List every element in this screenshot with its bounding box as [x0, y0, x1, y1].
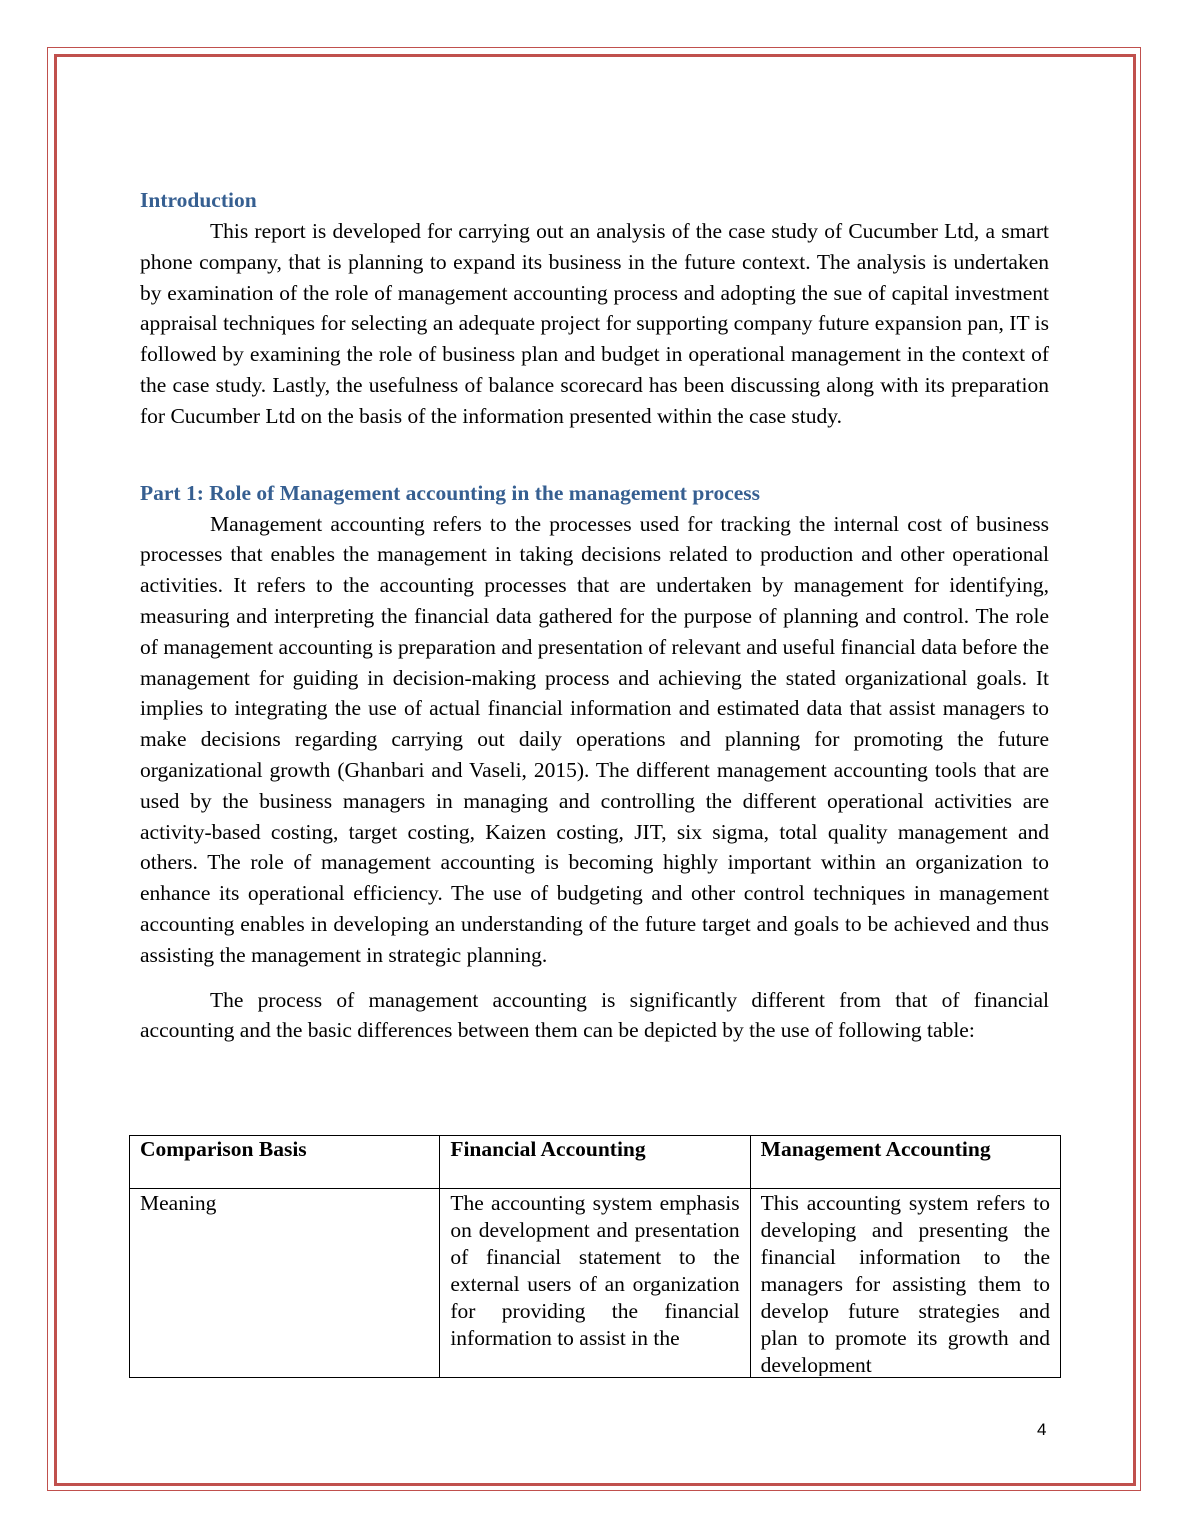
table-cell: This accounting system refers to developing and presenting the financial information to the managers for assisting them to develop future strategies and plan to promote its growth and development — [760, 1191, 1050, 1376]
part1-heading: Part 1: Role of Management accounting in the management process — [140, 480, 761, 505]
intro-paragraph: This report is developed for carrying out an analysis of the case study of Cucumber Ltd, a smart phone company, that is planning to expand its business in the future context. The analysis is undertaken by examination of the role of management accounting process and adopting the sue of capital investment appraisal techniques for selecting an adequate project for supporting company future expansion pan, IT is followed by examining the role of business plan and budget in operational management in the context of the case study. Lastly, the usefulness of balance scorecard has been discussing along with its preparation for Cucumber Ltd on the basis of the information presented within the case study. — [140, 219, 1049, 428]
part1-paragraph-2: The process of management accounting is significantly different from that of financial accounting and the basic differences between them can be depicted by the use of following table: — [140, 987, 1049, 1043]
part1-paragraph-1: Management accounting refers to the processes used for tracking the internal cost of business processes that enables the management in taking decisions related to production and other operational activities. It refers to the accounting processes that are undertaken by management for identifying, measuring and interpreting the financial data gathered for the purpose of planning and control. The role of management accounting is preparation and presentation of relevant and useful financial data before the management for guiding in decision-making process and achieving the stated organizational goals. It implies to integrating the use of actual financial information and estimated data that assist managers to make decisions regarding carrying out daily operations and planning for promoting the future organizational growth (Ghanbari and Vaseli, 2015). The different management accounting tools that are used by the business managers in managing and controlling the different operational activities are activity-based costing, target costing, Kaizen costing, JIT, six sigma, total quality management and others. The role of management accounting is becoming highly important within an organization to enhance its operational efficiency. The use of budgeting and other control techniques in management accounting enables in developing an understanding of the future target and goals to be achieved and thus assisting the management in strategic planning. — [140, 511, 1049, 967]
page-number: 4 — [1037, 1420, 1047, 1439]
table-row — [130, 1189, 1061, 1378]
table-cell: Meaning — [140, 1191, 217, 1215]
comparison-table — [129, 1135, 1061, 1378]
header-cell: Financial Accounting — [440, 1136, 750, 1189]
table-header-row — [130, 1136, 1061, 1189]
document-body — [140, 185, 1049, 1046]
table-cell: The accounting system emphasis on development and presentation of financial statement to the external users of an organization for providing the financial information to assist in the — [450, 1191, 740, 1350]
header-cell: Management Accounting — [750, 1136, 1060, 1189]
header-cell: Comparison Basis — [130, 1136, 440, 1189]
intro-heading: Introduction — [140, 188, 257, 212]
